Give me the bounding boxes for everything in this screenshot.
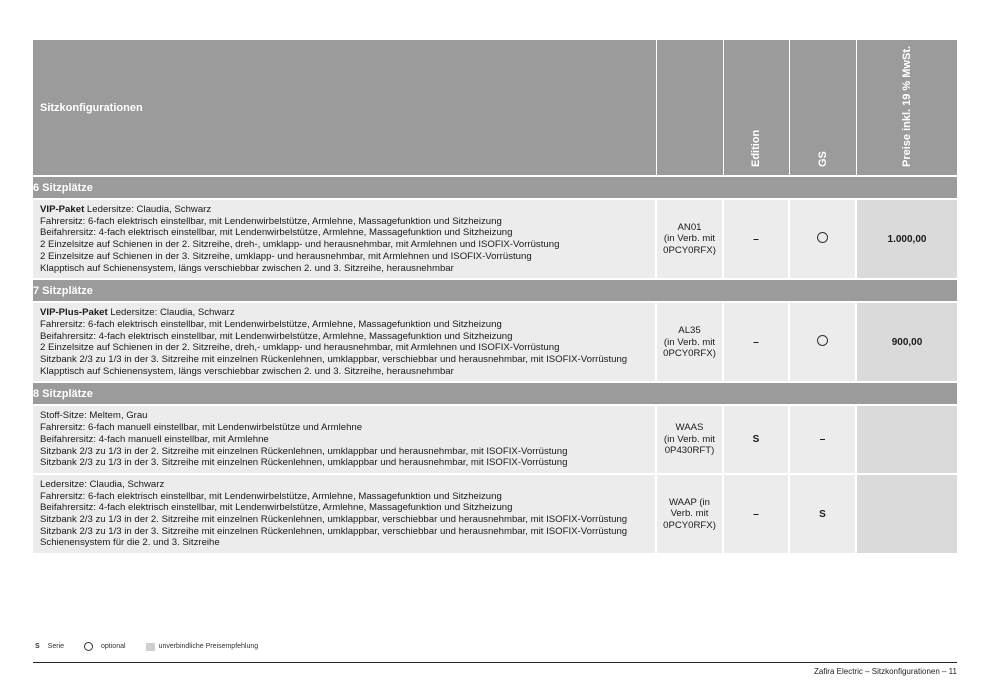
section-header (33, 176, 957, 199)
row-upholstery: Stoff-Sitze: Meltem, Grau (40, 410, 148, 422)
row-package-name: VIP-Plus-Paket (40, 307, 108, 319)
option-code-line: AN01 (677, 221, 702, 233)
row-option-code (656, 302, 723, 382)
option-code-line: 0P430RFT) (664, 445, 715, 457)
header-edition-col (723, 40, 789, 176)
price-swatch-icon (146, 643, 155, 651)
row-detail-line: Sitzbank 2/3 zu 1/3 in der 3. Sitzreihe mit einzelnen Rückenlehnen, umklappbar und herausnehmbar, mit ISOFIX-Vorrüstung (40, 457, 568, 469)
table-row (33, 405, 957, 474)
row-detail-line: Schienensystem für die 2. und 3. Sitzreihe (40, 537, 220, 549)
optional-circle-icon (84, 642, 93, 651)
row-detail-line: Beifahrersitz: 4-fach elektrisch einstellbar, mit Lendenwirbelstütze, Armlehne, Massagefunktion und Sitzheizung (40, 227, 513, 239)
row-lead (40, 410, 648, 422)
row-price (856, 405, 957, 474)
row-edition-availability: – (723, 302, 789, 382)
row-gs-availability (789, 199, 856, 279)
header-gs-col (789, 40, 856, 176)
legend-optional-label: optional (101, 643, 126, 650)
row-detail-line: Sitzbank 2/3 zu 1/3 in der 3. Sitzreihe mit einzelnen Rückenlehnen, umklappbar, verschiebbar und herausnehmbar, mit ISOFIX-Vorrüstung (40, 525, 628, 537)
row-detail-line: Sitzbank 2/3 zu 1/3 in der 2. Sitzreihe mit einzelnen Rückenlehnen, umklappbar, verschiebbar und herausnehmbar, mit ISOFIX-Vorrüstung (40, 514, 628, 526)
row-detail-line: Fahrersitz: 6-fach manuell einstellbar, mit Lendenwirbelstütze und Armlehne (40, 422, 363, 434)
option-code-line: 0PCY0RFX) (663, 348, 716, 360)
seat-config-table (33, 40, 957, 553)
row-detail-line: Fahrersitz: 6-fach elektrisch einstellbar, mit Lendenwirbelstütze, Armlehne, Massagefunktion und Sitzheizung (40, 490, 502, 502)
header-gs-label: GS (816, 151, 829, 167)
row-gs-availability: – (789, 405, 856, 474)
header-code-col (656, 40, 723, 176)
row-edition-availability: – (723, 199, 789, 279)
row-price (856, 474, 957, 553)
row-detail-line: Beifahrersitz: 4-fach manuell einstellbar, mit Armlehne (40, 433, 269, 445)
section-title: 8 Sitzplätze (33, 382, 957, 405)
table-body (33, 176, 957, 553)
row-option-code (656, 474, 723, 553)
legend-serie-label: Serie (47, 643, 65, 650)
row-lead (40, 307, 648, 319)
legend (35, 642, 258, 651)
table-header (33, 40, 957, 176)
section-header (33, 382, 957, 405)
header-edition-label: Edition (750, 129, 762, 167)
row-gs-availability: S (789, 474, 856, 553)
row-description (33, 405, 656, 474)
legend-serie-symbol: S (35, 643, 40, 650)
row-detail-line: Klapptisch auf Schienensystem, längs verschiebbar zwischen 2. und 3. Sitzreihe, herausnehmbar (40, 262, 454, 274)
option-code-line: 0PCY0RFX) (663, 244, 716, 256)
row-detail-line: Klapptisch auf Schienensystem, längs verschiebbar zwischen 2. und 3. Sitzreihe, herausnehmbar (40, 365, 454, 377)
row-upholstery: Ledersitze: Claudia, Schwarz (84, 204, 212, 215)
header-title: Sitzkonfigurationen (33, 40, 656, 176)
row-lead (40, 479, 648, 491)
row-detail-line: 2 Einzelsitze auf Schienen in der 3. Sitzreihe, umklapp- und herausnehmbar, mit Armlehnen und ISOFIX-Vorrüstung (40, 250, 532, 262)
optional-circle-icon (817, 335, 828, 346)
row-detail-line: Fahrersitz: 6-fach elektrisch einstellbar, mit Lendenwirbelstütze, Armlehne, Massagefunktion und Sitzheizung (40, 215, 502, 227)
row-detail-line: Beifahrersitz: 4-fach elektrisch einstellbar, mit Lendenwirbelstütze, Armlehne, Massagefunktion und Sitzheizung (40, 330, 513, 342)
row-edition-availability: S (723, 405, 789, 474)
table-row (33, 199, 957, 279)
row-upholstery: Ledersitze: Claudia, Schwarz (40, 478, 165, 490)
header-price-col (856, 40, 957, 176)
row-description (33, 474, 656, 553)
row-price: 1.000,00 (856, 199, 957, 279)
row-option-code (656, 199, 723, 279)
table-row (33, 474, 957, 553)
section-title: 7 Sitzplätze (33, 279, 957, 302)
row-description (33, 199, 656, 279)
row-detail-line: Sitzbank 2/3 zu 1/3 in der 3. Sitzreihe mit einzelnen Rückenlehnen, umklappbar, verschiebbar und herausnehmbar, mit ISOFIX-Vorrüstung (40, 354, 628, 366)
row-lead (40, 204, 648, 216)
section-header (33, 279, 957, 302)
row-option-code (656, 405, 723, 474)
row-price: 900,00 (856, 302, 957, 382)
section-title: 6 Sitzplätze (33, 176, 957, 199)
row-package-name: VIP-Paket (40, 204, 85, 215)
page-footer: Zafira Electric – Sitzkonfigurationen – 11 (813, 667, 957, 676)
row-gs-availability (789, 302, 856, 382)
option-code-line: AL35 (678, 325, 701, 337)
option-code-line: (in Verb. mit (663, 233, 716, 245)
option-code-line: Verb. mit (670, 508, 709, 520)
option-code-line: WAAP (in (668, 496, 711, 508)
row-detail-line: 2 Einzelsitze auf Schienen in der 2. Sitzreihe, dreh,- umklapp- und herausnehmbar, mit Armlehnen und ISOFIX-Vorrüstung (40, 342, 560, 354)
table-row (33, 302, 957, 382)
option-code-line: (in Verb. mit (663, 336, 716, 348)
optional-circle-icon (817, 232, 828, 243)
row-detail-line: Sitzbank 2/3 zu 1/3 in der 2. Sitzreihe mit einzelnen Rückenlehnen, umklappbar und herausnehmbar, mit ISOFIX-Vorrüstung (40, 445, 568, 457)
footer-divider (33, 662, 957, 663)
option-code-line: (in Verb. mit (663, 433, 716, 445)
row-detail-line: Fahrersitz: 6-fach elektrisch einstellbar, mit Lendenwirbelstütze, Armlehne, Massagefunktion und Sitzheizung (40, 318, 502, 330)
row-upholstery: Ledersitze: Claudia, Schwarz (107, 307, 235, 319)
option-code-line: 0PCY0RFX) (663, 519, 716, 531)
row-description (33, 302, 656, 382)
legend-price-label: unverbindliche Preisempfehlung (158, 643, 259, 650)
option-code-line: WAAS (675, 422, 704, 434)
row-edition-availability: – (723, 474, 789, 553)
row-detail-line: Beifahrersitz: 4-fach elektrisch einstellbar, mit Lendenwirbelstütze, Armlehne, Massagefunktion und Sitzheizung (40, 502, 513, 514)
row-detail-line: 2 Einzelsitze auf Schienen in der 2. Sitzreihe, dreh-, umklapp- und herausnehmbar, mit Armlehnen und ISOFIX-Vorrüstung (40, 239, 560, 251)
header-price-label: Preise inkl. 19 % MwSt. (900, 45, 913, 167)
